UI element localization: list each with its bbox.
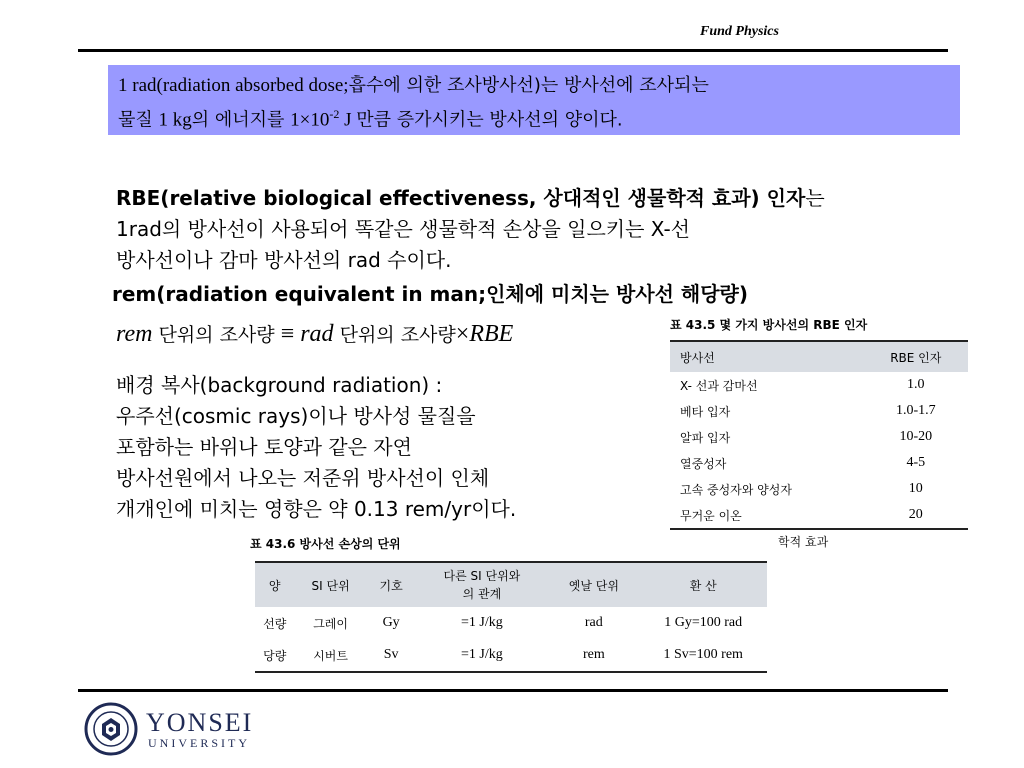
bottom-divider	[78, 689, 948, 692]
table-cell: 알파 입자	[680, 430, 731, 445]
formula-text: 단위의 조사량	[152, 324, 275, 346]
table-cell: 1 Sv=100 rem	[639, 639, 767, 672]
table-header-cell: 다른 SI 단위와 의 관계	[416, 562, 549, 607]
table-header-cell: 방사선	[670, 341, 864, 372]
yonsei-logo	[84, 702, 274, 758]
table-cell: 그레이	[313, 616, 348, 631]
table-header-cell: 환 산	[639, 562, 767, 607]
top-divider	[78, 49, 948, 52]
table-cell: 10	[908, 481, 923, 496]
table-cell: rad	[584, 615, 603, 630]
table-header-row	[670, 341, 968, 372]
table-cell: rem	[548, 639, 639, 672]
table-row	[670, 398, 968, 424]
background-line: 포함하는 바위나 토양과 같은 자연	[116, 435, 412, 459]
definition-line-2	[118, 100, 950, 134]
definition-text: 물질	[118, 109, 159, 131]
logo-subtitle: UNIVERSITY	[148, 736, 250, 750]
rbe-paragraph	[116, 183, 936, 276]
rbe-line-2: 1rad의 방사선이 사용되어 똑같은 생물학적 손상을 일으키는 X-선	[116, 217, 691, 241]
formula-text: 단위의 조사량	[333, 324, 456, 346]
table-row	[670, 424, 968, 450]
table-cell: 열중성자	[680, 456, 727, 471]
table-cell: =1 J/kg	[461, 615, 503, 630]
header-title: Fund Physics	[700, 24, 779, 39]
rbe-table-caption: 표 43.5 몇 가지 방사선의 RBE 인자	[670, 318, 868, 332]
table-cell: 베타 입자	[680, 404, 731, 419]
table-row	[670, 502, 968, 529]
background-line: 개개인에 미치는 영향은 약 0.13 rem/yr이다.	[116, 497, 517, 521]
rad-definition-box	[108, 65, 960, 135]
formula-equiv: ≡	[274, 321, 301, 347]
table-header-cell: SI 단위	[294, 562, 366, 607]
rbe-line-3: 방사선이나 감마 방사선의 rad 수이다.	[116, 248, 452, 272]
rbe-text: 는	[805, 186, 825, 210]
table-header-cell: RBE 인자	[864, 341, 968, 372]
table-cell: Gy	[382, 615, 400, 630]
formula-rem: rem	[116, 321, 153, 347]
table-row	[255, 639, 767, 672]
rem-formula	[116, 320, 513, 348]
radiation-units-table	[255, 561, 767, 673]
table-row	[670, 450, 968, 476]
definition-text: 흡수에 의한 조사방사선)는 방사선에 조사되는	[348, 75, 709, 96]
definition-text: 의 에너지를	[191, 109, 291, 131]
rbe-line-1	[116, 183, 936, 214]
formula-rad: rad	[300, 321, 334, 347]
table-header-cell: 기호	[367, 562, 416, 607]
table-row	[670, 372, 968, 398]
background-line: 우주선(cosmic rays)이나 방사성 물질을	[116, 404, 476, 428]
table-cell: 4-5	[906, 455, 926, 470]
table-cell: 1 Gy=100 rad	[664, 615, 743, 630]
table-cell: 1.0-1.7	[895, 403, 936, 418]
rbe-term: RBE(relative biological effectiveness, 상대적인 생물학적 효과) 인자	[116, 186, 806, 210]
table-cell: 10-20	[899, 429, 933, 444]
table-cell: 무거운 이온	[670, 502, 864, 529]
table-cell: 1.0	[907, 377, 925, 392]
table-cell: 시버트	[294, 639, 366, 672]
definition-text: 1 rad(radiation absorbed dose;	[118, 75, 349, 96]
table-row	[670, 476, 968, 502]
units-table-caption: 표 43.6 방사선 손상의 단위	[250, 537, 401, 551]
formula-rbe: RBE	[469, 321, 514, 347]
table-header-row	[255, 562, 767, 607]
rbe-table-footer: 학적 효과	[778, 535, 829, 549]
background-line: 방사선원에서 나오는 저준위 방사선이 인체	[116, 466, 490, 490]
background-line: 배경 복사(background radiation) :	[116, 373, 443, 397]
definition-text: J	[339, 109, 357, 131]
rbe-factor-table	[670, 340, 968, 530]
background-radiation-paragraph	[116, 370, 646, 525]
definition-exponent: -2	[329, 107, 340, 121]
definition-text: 1×10	[290, 109, 330, 131]
table-cell: 선량	[263, 616, 287, 631]
table-cell: 고속 중성자와 양성자	[680, 482, 792, 497]
definition-text: 만큼 증가시키는 방사선의 양이다.	[356, 109, 623, 131]
logo-wordmark: YONSEI	[146, 708, 254, 737]
rem-definition: rem(radiation equivalent in man;인체에 미치는 방사선 해당량)	[112, 282, 748, 306]
table-cell: 당량	[255, 639, 294, 672]
definition-line-1	[118, 71, 950, 100]
table-cell: X- 선과 감마선	[680, 378, 758, 393]
table-cell: =1 J/kg	[416, 639, 549, 672]
table-row	[255, 607, 767, 639]
table-cell: 20	[864, 502, 968, 529]
table-cell: Sv	[367, 639, 416, 672]
table-header-cell: 옛날 단위	[548, 562, 639, 607]
formula-times: ×	[455, 321, 470, 347]
university-seal-icon	[84, 702, 138, 756]
definition-text: 1 kg	[158, 109, 192, 131]
table-header-cell: 양	[255, 562, 294, 607]
